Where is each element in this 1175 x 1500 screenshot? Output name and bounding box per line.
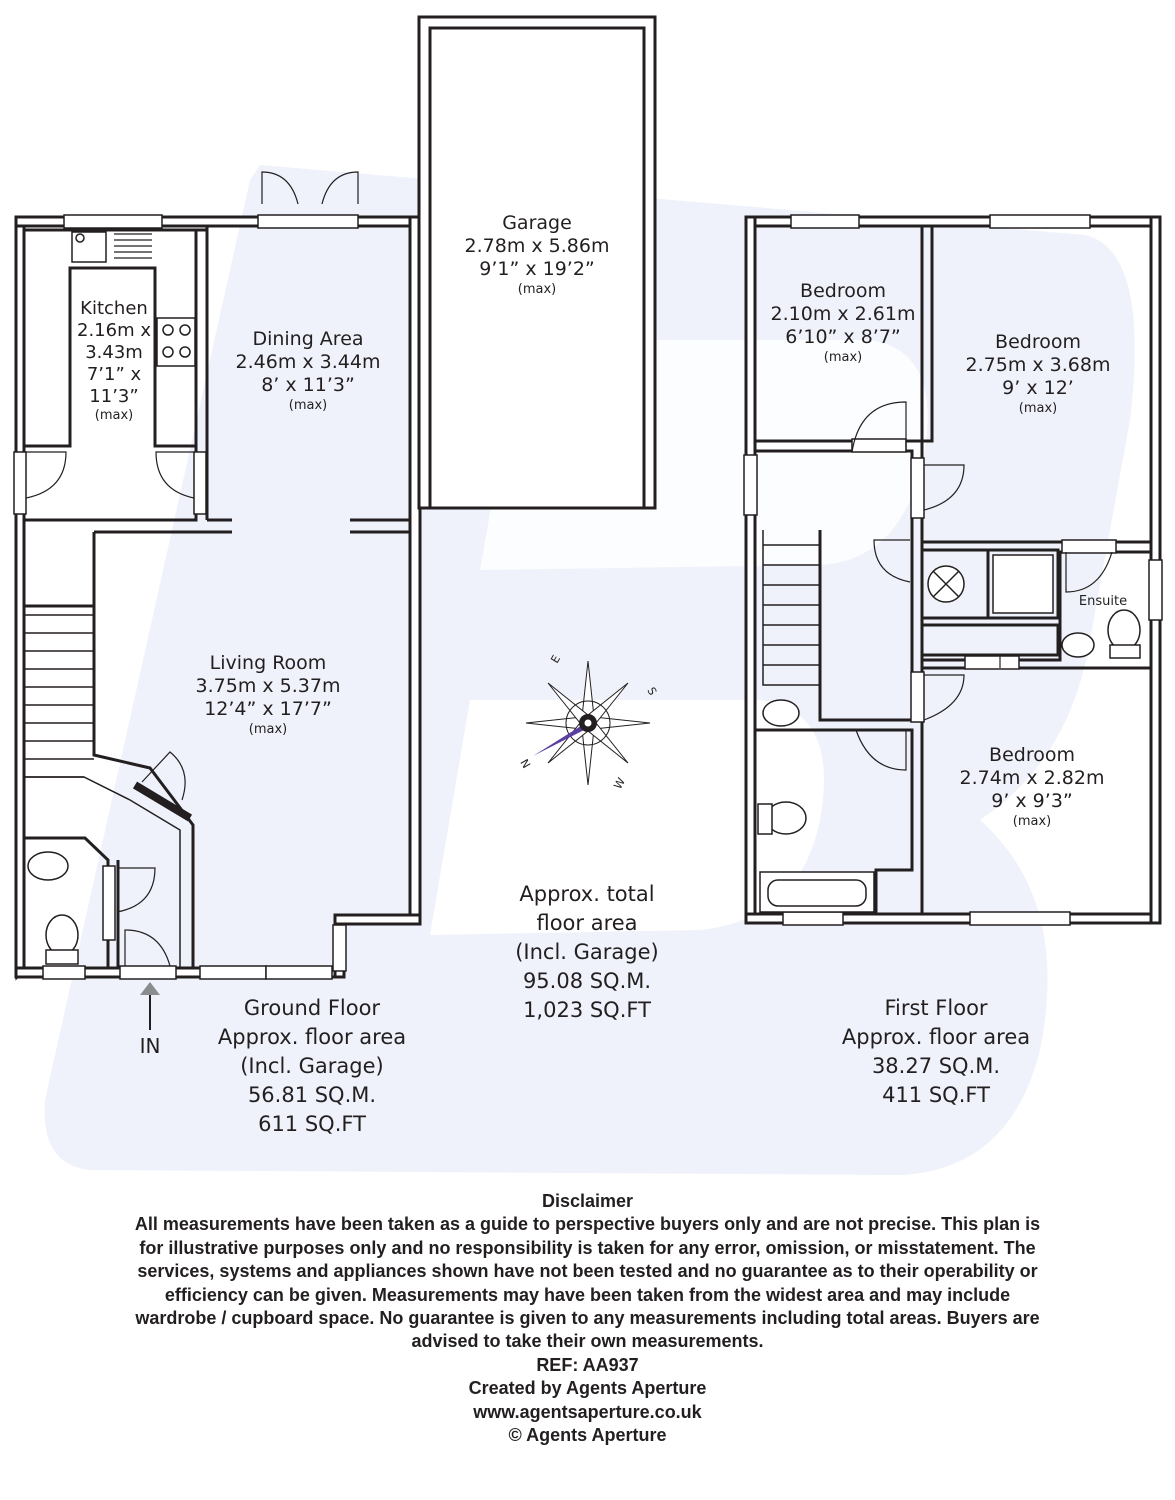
garage-label: Garage 2.78m x 5.86m 9’1” x 19’2” (max) — [464, 212, 610, 297]
compass-n: N — [517, 757, 533, 771]
disclaimer-line: All measurements have been taken as a guide to perspective buyers only and are not precise. This plan is — [134, 1214, 1041, 1235]
reference: REF: AA937 — [536, 1354, 639, 1375]
disclaimer-line: for illustrative purposes only and no responsibility is taken for any error, omission, or misstatement. The — [139, 1237, 1036, 1258]
copyright: © Agents Aperture — [508, 1424, 667, 1445]
bedroom-1-label: Bedroom 2.10m x 2.61m 6’10” x 8’7” (max) — [770, 280, 916, 365]
bedroom-2-label: Bedroom 2.75m x 3.68m 9’ x 12’ (max) — [965, 331, 1111, 416]
entrance-label: IN — [139, 1034, 161, 1058]
compass-s: S — [644, 685, 660, 698]
kitchen-label: Kitchen 2.16m x 3.43m 7’1” x 11’3” (max) — [77, 298, 151, 423]
compass-e: E — [548, 652, 564, 666]
first-floor-summary: First Floor Approx. floor area 38.27 SQ.M. 411 SQ.FT — [841, 996, 1031, 1107]
ground-floor-summary: Ground Floor Approx. floor area (Incl. Garage) 56.81 SQ.M. 611 SQ.FT — [217, 996, 407, 1136]
bedroom-3-label: Bedroom 2.74m x 2.82m 9’ x 9’3” (max) — [959, 744, 1105, 829]
living-room-label: Living Room 3.75m x 5.37m 12’4” x 17’7” (max) — [195, 652, 341, 737]
dining-area-label: Dining Area 2.46m x 3.44m 8’ x 11’3” (max) — [235, 328, 381, 413]
disclaimer-line: services, systems and appliances shown have not been tested and no guarantee as to their operability or — [137, 1261, 1038, 1282]
created-by: Created by Agents Aperture — [468, 1378, 707, 1399]
disclaimer-heading: Disclaimer — [541, 1191, 634, 1211]
disclaimer-line: wardrobe / cupboard space. No guarantee is given to any measurements including total areas. Buyers are — [135, 1307, 1040, 1328]
website-link[interactable]: www.agentsaperture.co.uk — [473, 1401, 702, 1422]
ensuite-label: Ensuite — [1078, 594, 1128, 609]
disclaimer — [20, 1190, 1155, 1447]
disclaimer-line: efficiency can be given. Measurements may have been taken from the widest area and may include — [164, 1284, 1011, 1305]
total-area-summary: Approx. total floor area (Incl. Garage) 95.08 SQ.M. 1,023 SQ.FT — [515, 882, 659, 1022]
disclaimer-line: advised to take their own measurements. — [411, 1331, 764, 1352]
compass-w: W — [611, 775, 629, 792]
